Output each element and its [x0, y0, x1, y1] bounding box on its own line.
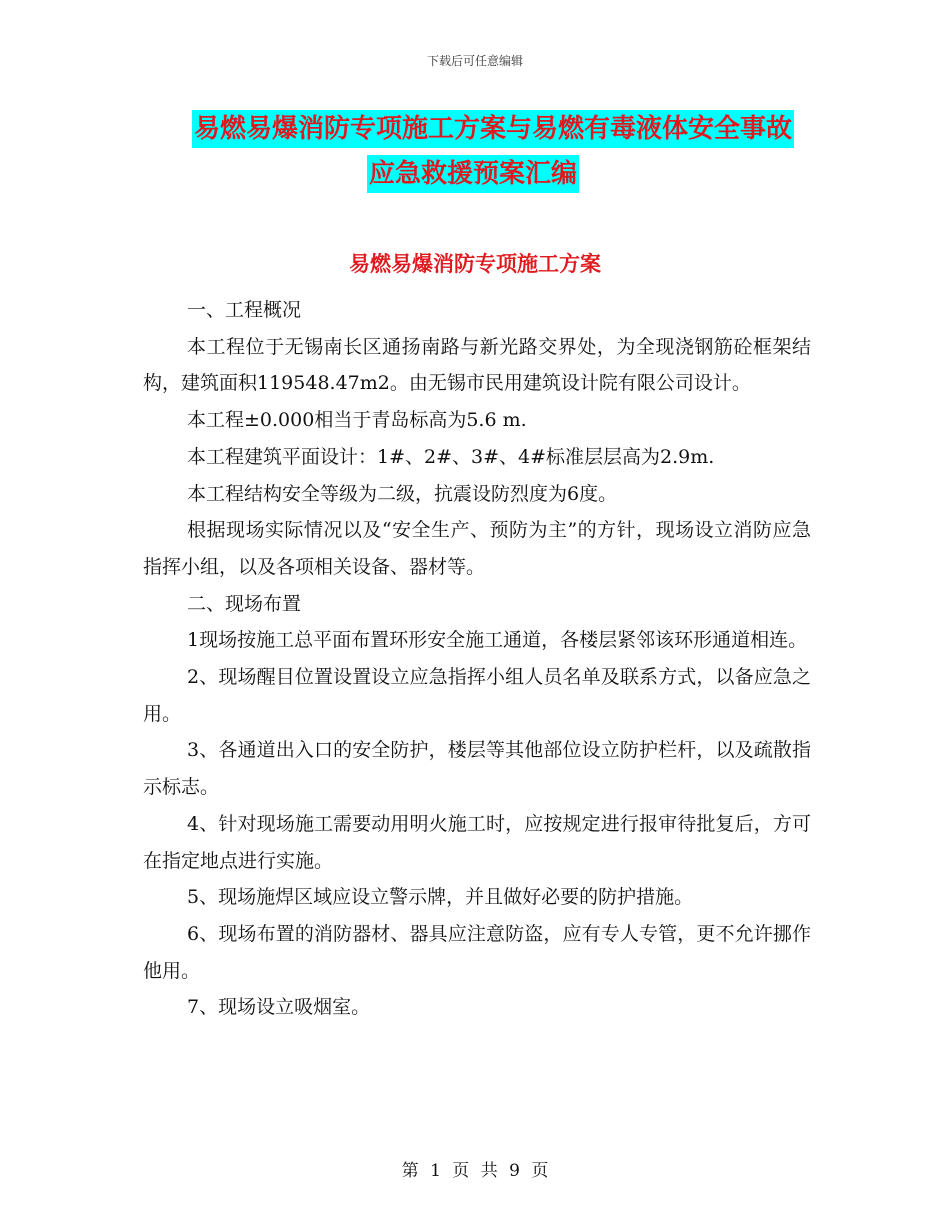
document-body [143, 292, 811, 1026]
paragraph-elevation: 本工程±0.000相当于青岛标高为5.6 m. [187, 409, 527, 432]
paragraph-item-5: 5、现场施焊区域应设立警示牌，并且做好必要的防护措施。 [187, 886, 694, 909]
paragraph-item-7: 7、现场设立吸烟室。 [187, 996, 371, 1019]
paragraph-safety-grade: 本工程结构安全等级为二级，抗震设防烈度为6度。 [187, 482, 618, 505]
paragraph-heading-project-overview: 一、工程概况 [187, 299, 302, 321]
document-title-line-2: 应急救援预案汇编 [367, 155, 579, 193]
paragraph-item-3: 3、各通道出入口的安全防护，楼层等其他部位设立防护栏杆，以及疏散指示标志。 [143, 739, 811, 799]
page-footer: 第 1 页 共 9 页 [401, 1161, 549, 1181]
section-title: 易燃易爆消防专项施工方案 [349, 251, 601, 276]
paragraph-item-4: 4、针对现场施工需要动用明火施工时，应按规定进行报审待批复后，方可在指定地点进行实施。 [143, 812, 811, 872]
paragraph-item-1: 1现场按施工总平面布置环形安全施工通道，各楼层紧邻该环形通道相连。 [187, 629, 808, 652]
paragraph-location: 本工程位于无锡南长区通扬南路与新光路交界处，为全现浇钢筋砼框架结构，建筑面积119548.47m2。由无锡市民用建筑设计院有限公司设计。 [143, 335, 811, 395]
paragraph-command-group: 根据现场实际情况以及“安全生产、预防为主”的方针，现场设立消防应急指挥小组，以及各项相关设备、器材等。 [143, 519, 811, 578]
paragraph-floor-height: 本工程建筑平面设计：1#、2#、3#、4#标准层层高为2.9m. [187, 445, 715, 468]
paragraph-item-2: 2、现场醒目位置设置设立应急指挥小组人员名单及联系方式，以备应急之用。 [143, 666, 811, 725]
paragraph-item-6: 6、现场布置的消防器材、器具应注意防盗，应有专人专管，更不允许挪作他用。 [143, 922, 811, 982]
header-note: 下载后可任意编辑 [426, 54, 523, 68]
document-title-line-1: 易燃易爆消防专项施工方案与易燃有毒液体安全事故 [192, 110, 794, 148]
paragraph-heading-site-layout: 二、现场布置 [187, 592, 302, 615]
